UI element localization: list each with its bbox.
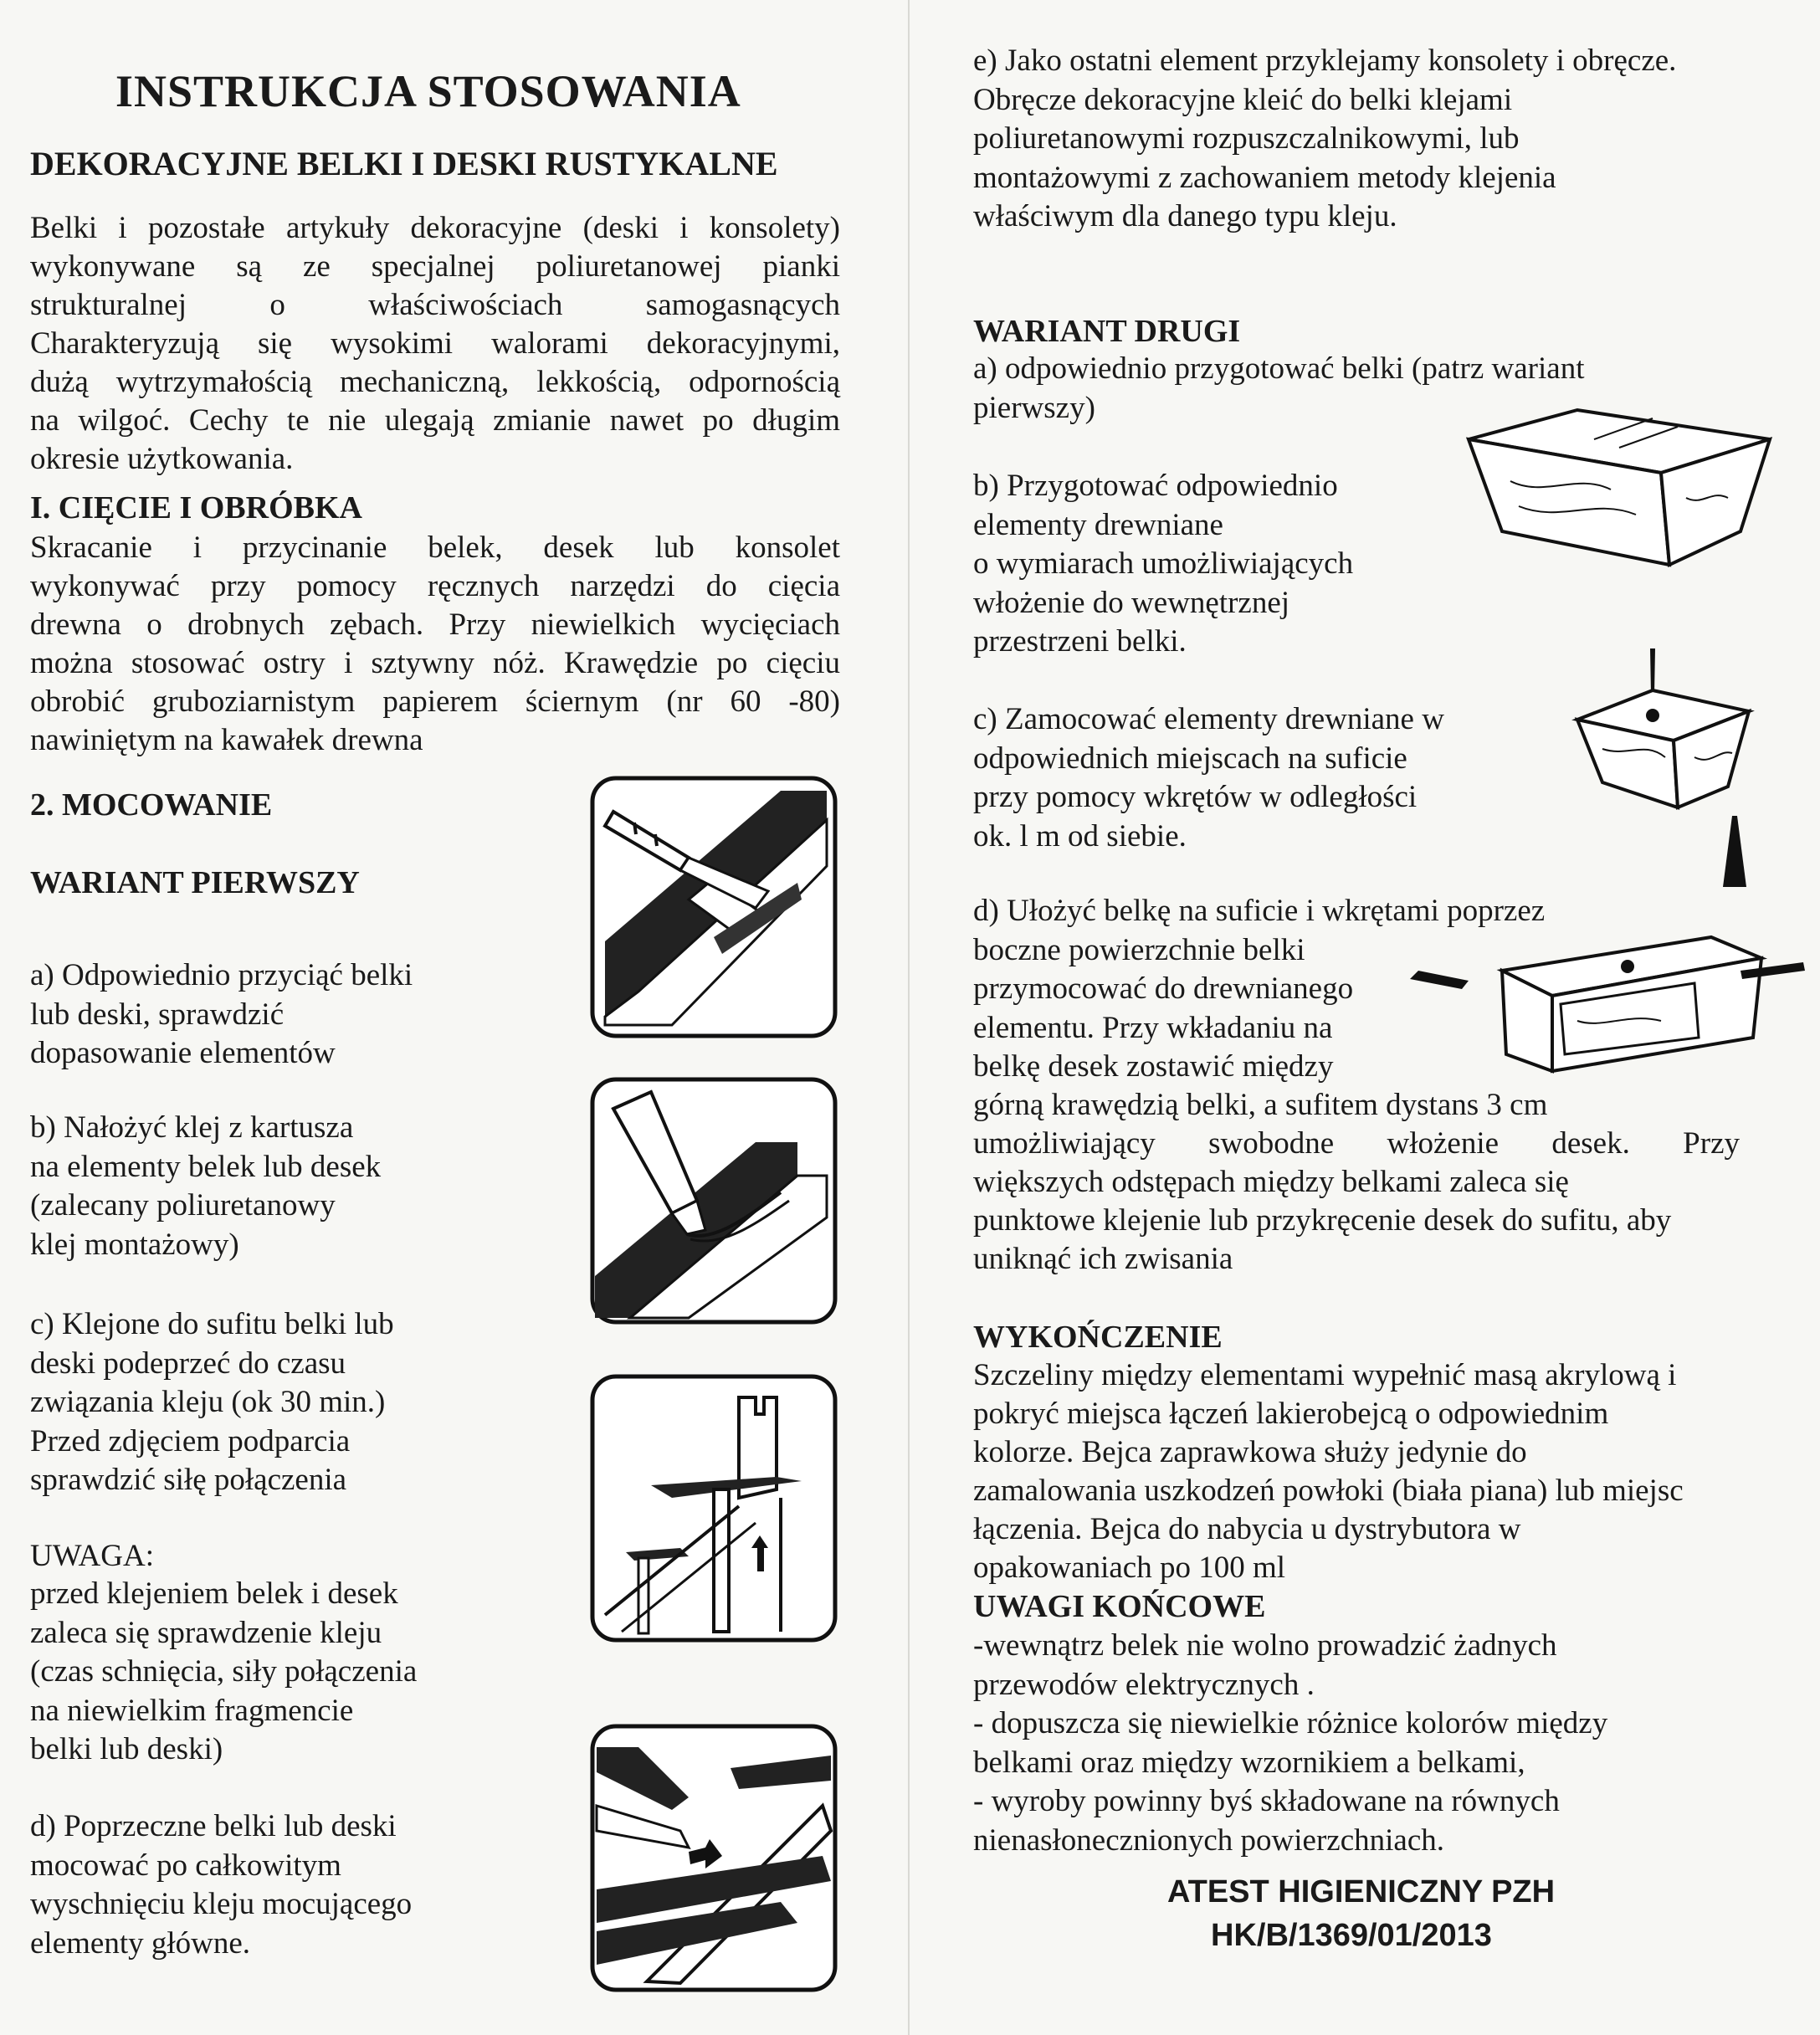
finishing-line: Szczeliny między elementami wypełnić masą akrylową i bbox=[973, 1358, 1677, 1392]
cutting-line: Skracanie i przycinanie belek, desek lub konsolet bbox=[30, 531, 840, 565]
step-e-text: e) Jako ostatni element przyklejamy konsolety i obręcze. Obręcze dekoracyjne kleić do belki klejami poliuretanowymi rozpuszczalnikowymi, lub montażowymi z zachowaniem metody klejenia właściwym dla danego typu kleju. bbox=[973, 44, 1677, 233]
cutting-heading: I. CIĘCIE I OBRÓBKA bbox=[30, 490, 362, 525]
v2-step-a-text: a) odpowiednio przygotować belki (patrz wariant pierwszy) bbox=[973, 351, 1585, 425]
v2-d-line: umożliwiający swobodne włożenie desek. Przy bbox=[973, 1126, 1740, 1161]
variant-one-heading: WARIANT PIERWSZY bbox=[30, 865, 360, 900]
finishing-line: łączenia. Bejca do nabycia u dystrybutora w bbox=[973, 1512, 1521, 1546]
finishing-line: opakowaniach po 100 ml bbox=[973, 1551, 1285, 1585]
v2-step-b-text: b) Przygotować odpowiednio elementy drewniane o wymiarach umożliwiających włożenie do wewnętrznej przestrzeni belki. bbox=[973, 469, 1354, 659]
v2-d-line: większych odstępach między belkami zaleca się bbox=[973, 1165, 1569, 1199]
finishing-line: pokryć miejsca łączeń lakierobejcą o odpowiednim bbox=[973, 1397, 1609, 1431]
glue-cartridge-icon bbox=[588, 1075, 839, 1326]
note-text: przed klejeniem belek i desek zaleca się sprawdzenie kleju (czas schnięcia, siły połączenia na niewielkim fragmencie belki lub deski) bbox=[30, 1576, 418, 1766]
step-d-text: d) Poprzeczne belki lub deski mocować po całkowitym wyschnięciu kleju mocującego elementy główne. bbox=[30, 1809, 413, 1961]
v2-d-line: punktowe klejenie lub przykręcenie desek do sufitu, aby bbox=[973, 1203, 1672, 1238]
cutting-line: można stosować ostry i sztywny nóż. Krawędzie po cięciu bbox=[30, 646, 840, 680]
v2-step-c-text: c) Zamocować elementy drewniane w odpowiednich miejscach na suficie przy pomocy wkrętów w odległości ok. l m od siebie. bbox=[973, 702, 1444, 853]
wooden-block-icon bbox=[1460, 406, 1778, 573]
cutting-line: obrobić gruboziarnistym papierem ściernym (nr 60 -80) bbox=[30, 684, 840, 719]
intro-line: okresie użytkowania. bbox=[30, 442, 294, 476]
intro-line: strukturalnej o właściwościach samogasnących bbox=[30, 288, 840, 322]
page-subtitle: DEKORACYJNE BELKI I DESKI RUSTYKALNE bbox=[30, 145, 778, 182]
step-b-text: b) Nałożyć klej z kartusza na elementy belek lub desek (zalecany poliuretanowy klej montażowy) bbox=[30, 1110, 382, 1262]
intro-line: dużą wytrzymałością mechaniczną, lekkością, odpornością bbox=[30, 365, 840, 399]
intro-line: Belki i pozostałe artykuły dekoracyjne (deski i konsolety) bbox=[30, 211, 840, 245]
step-a-text: a) Odpowiednio przyciąć belki lub deski, sprawdzić dopasowanie elementów bbox=[30, 958, 413, 1070]
cutting-line: drewna o drobnych zębach. Przy niewielkich wycięciach bbox=[30, 607, 840, 642]
v2-d-line: uniknąć ich zwisania bbox=[973, 1242, 1233, 1276]
step-c-text: c) Klejone do sufitu belki lub deski podeprzeć do czasu związania kleju (ok 30 min.) Przed zdjęciem podparcia sprawdzić siłę połączenia bbox=[30, 1307, 394, 1497]
final-notes-text: -wewnątrz belek nie wolno prowadzić żadnych przewodów elektrycznych . - dopuszcza się niewielkie różnice kolorów między belkami oraz między wzornikiem a belkami, - wyroby powinny byś składowane na równych nienasłonecznionych powierzchniach. bbox=[973, 1628, 1608, 1858]
intro-line: Charakteryzują się wysokimi walorami dekoracyjnymi, bbox=[30, 326, 840, 361]
intro-line: na wilgoć. Cechy te nie ulegają zmianie nawet po długim bbox=[30, 403, 840, 438]
finishing-heading: WYKOŃCZENIE bbox=[973, 1320, 1223, 1355]
cutting-line: wykonywać przy pomocy ręcznych narzędzi do cięcia bbox=[30, 569, 840, 603]
variant-two-heading: WARIANT DRUGI bbox=[973, 314, 1241, 349]
atest-title: ATEST HIGIENICZNY PZH bbox=[1167, 1874, 1556, 1909]
v2-d-line: górną krawędzią belki, a sufitem dystans 3 cm bbox=[973, 1088, 1548, 1122]
finishing-line: zamalowania uszkodzeń powłoki (biała piana) lub miejsc bbox=[973, 1474, 1684, 1508]
beam-support-prop-icon bbox=[588, 1372, 839, 1644]
mounting-heading: 2. MOCOWANIE bbox=[30, 787, 273, 823]
cross-beam-insert-icon bbox=[588, 1722, 839, 1994]
column-divider bbox=[908, 0, 910, 2035]
note-heading: UWAGA: bbox=[30, 1539, 154, 1573]
cutting-line: nawiniętym na kawałek drewna bbox=[30, 723, 423, 757]
knife-cutting-beam-icon bbox=[588, 774, 839, 1040]
v2-step-d-text: d) Ułożyć belkę na suficie i wkrętami poprzez boczne powierzchnie belki przymocować do drewnianego elementu. Przy wkładaniu na belkę desek zostawić między bbox=[973, 894, 1546, 1084]
beam-screwed-sides-icon bbox=[1410, 920, 1816, 1079]
intro-line: wykonywane są ze specjalnej poliuretanowej pianki bbox=[30, 249, 840, 284]
atest-number: HK/B/1369/01/2013 bbox=[1211, 1918, 1492, 1953]
finishing-line: kolorze. Bejca zaprawkowa służy jedynie do bbox=[973, 1435, 1527, 1469]
final-notes-heading: UWAGI KOŃCOWE bbox=[973, 1589, 1266, 1624]
page-title: INSTRUKCJA STOSOWANIA bbox=[115, 66, 741, 116]
block-screwed-ceiling-icon bbox=[1569, 648, 1795, 900]
